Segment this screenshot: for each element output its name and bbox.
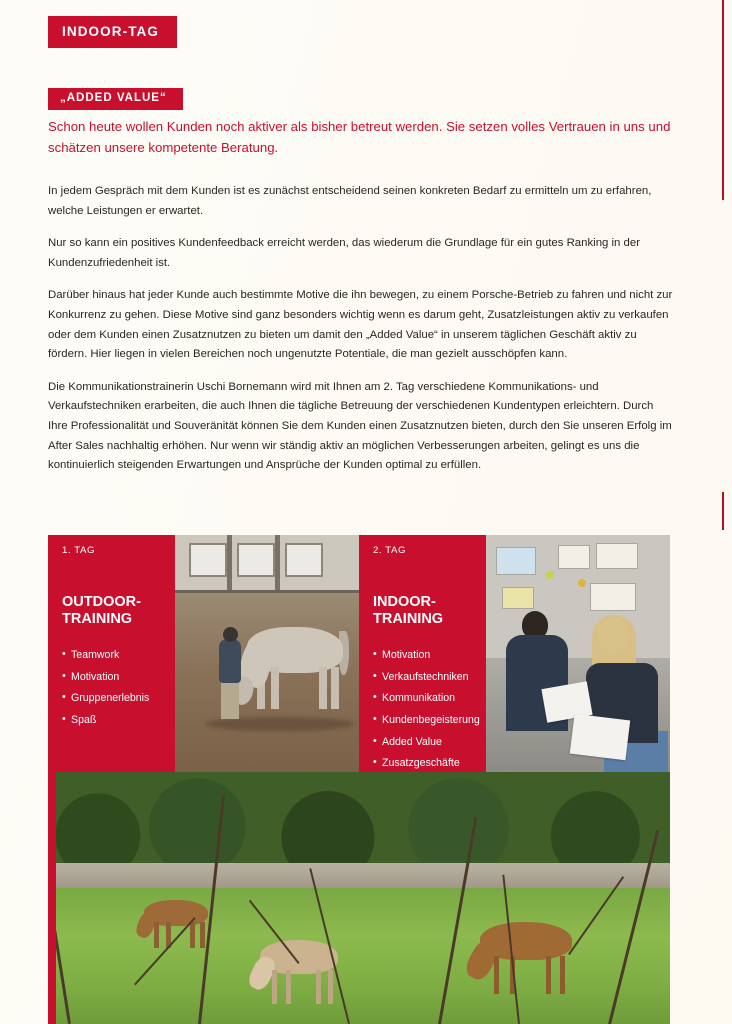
body-paragraph-3: Darüber hinaus hat jeder Kunde auch bestimmte Motive die ihn bewegen, zu einem Porsche-Betrieb zu fahren und nicht zur Konkurrenz zu gehen. Diese Motive sind ganz besonders wichtig wenn es darum geht, Zusatzleistungen aktiv zu verkaufen oder dem Kunden einen Zusatznutzen zu bieten um damit den „Added Value“ in unserem täglichen Geschäft aktiv zu fördern. Hier liegen in vielen Bereichen noch ungenutzte Potentiale, die man gezielt ausschöpfen kann. <box>48 289 673 361</box>
horse-leg <box>286 970 291 1004</box>
person-legs <box>221 681 239 719</box>
list-item: • Kommunikation <box>373 693 474 704</box>
panel-indoor-list <box>373 649 480 770</box>
meadow-grass <box>48 888 670 1024</box>
list-item: • Motivation <box>62 672 163 683</box>
arena-window <box>237 543 275 577</box>
right-edge-rule-top <box>722 0 724 200</box>
pinned-note <box>502 587 534 609</box>
panel-title-outdoor-line2: TRAINING <box>62 611 133 628</box>
panel-indoor-training <box>359 535 486 772</box>
body-paragraph-4: Die Kommunikationstrainerin Uschi Bornemann wird mit Ihnen am 2. Tag verschiedene Kommunikations- und Verkaufstechniken erarbeiten, die auch Ihnen die tägliche Betreuung der verschiedenen Kundentypen erleichtern. Durch Ihre Professionalität und Souveränität können Sie dem Kunden einen Zusatznutzen bieten, durch den Sie unseren Erfolg im After Sales nachhaltig erhöhen. Nur wenn wir ständig aktiv an möglichen Verbesserungen arbeiten, gelingt es uns die kontinuierlich steigenden Erwartungen und Ansprüche der Kunden optimal zu erfüllen. <box>48 380 672 472</box>
horse-leg <box>200 922 205 948</box>
panel-outdoor-list <box>62 650 163 725</box>
body-paragraph-1: In jedem Gespräch mit dem Kunden ist es zunächst entscheidend seinen konkreten Bedarf zu ermitteln um zu erfahren, welche Leistungen er erwartet. <box>48 185 652 217</box>
arena-post <box>275 535 280 590</box>
list-item: • Spaß <box>62 715 163 726</box>
photo-meadow-horses <box>48 772 670 1024</box>
ground-shadow <box>205 717 355 731</box>
horse-leg <box>272 970 277 1004</box>
person-head <box>598 619 628 651</box>
training-panels <box>48 535 670 772</box>
panel-outdoor-training <box>48 535 175 772</box>
horse-leg <box>560 956 565 994</box>
horse-leg <box>328 970 333 1004</box>
right-edge-rule-middle <box>722 492 724 530</box>
panel-title-indoor-line2: TRAINING <box>373 611 444 628</box>
horse-leg <box>319 667 327 709</box>
body-copy <box>48 182 676 489</box>
list-item: • Teamwork <box>62 650 163 661</box>
pinned-note <box>496 547 536 575</box>
meadow-treeline <box>48 772 670 863</box>
header-tab: INDOOR-TAG <box>48 16 177 48</box>
list-item: • Verkaufstechniken <box>373 672 474 683</box>
list-item: • Zusatzgeschäfte <box>373 758 474 769</box>
list-item: • Kundenbegeisterung <box>373 715 474 726</box>
arena-illustration <box>175 535 359 772</box>
arena-window <box>285 543 323 577</box>
section-tag-added-value: „ADDED VALUE“ <box>48 88 183 110</box>
person-head <box>223 627 238 642</box>
panel-title-indoor-line1: INDOOR- <box>373 594 436 610</box>
horse-leg <box>271 667 279 709</box>
pin-dot <box>578 579 586 587</box>
arena-window <box>189 543 227 577</box>
horse-leg <box>154 922 159 948</box>
photo-outdoor-arena <box>175 535 359 772</box>
panel-title-outdoor-line1: OUTDOOR- <box>62 594 141 610</box>
person-body <box>219 639 241 683</box>
body-paragraph-2: Nur so kann ein positives Kundenfeedback erreicht werden, das wiederum die Grundlage für ein gutes Ranking in der Kundenzufriedenheit ist. <box>48 237 641 269</box>
intro-paragraph: Schon heute wollen Kunden noch aktiver als bisher betreut werden. Sie setzen volles Vertrauen in uns und schätzen unsere kompetente Beratung. <box>48 119 671 156</box>
list-item: • Gruppenerlebnis <box>62 693 163 704</box>
seminar-room-illustration <box>486 535 670 772</box>
panel-title-outdoor <box>62 594 163 628</box>
list-item: • Added Value <box>373 737 474 748</box>
list-item: • Motivation <box>373 650 474 661</box>
panel-day-label-1: 1. TAG <box>62 545 96 556</box>
horse-leg <box>316 970 321 1004</box>
horse-leg <box>546 956 551 994</box>
pin-dot <box>546 571 554 579</box>
horse-leg <box>190 922 195 948</box>
pinned-note <box>596 543 638 569</box>
horse-leg <box>331 667 339 709</box>
pinned-note <box>558 545 590 569</box>
pinned-note <box>590 583 636 611</box>
horse-leg <box>494 956 499 994</box>
arena-post <box>227 535 232 590</box>
panel-title-indoor <box>373 594 474 628</box>
panel-day-label-2: 2. TAG <box>373 545 407 556</box>
meadow-left-red-strip <box>48 772 56 1024</box>
photo-indoor-seminar <box>486 535 670 772</box>
paper-sheet <box>570 714 630 761</box>
